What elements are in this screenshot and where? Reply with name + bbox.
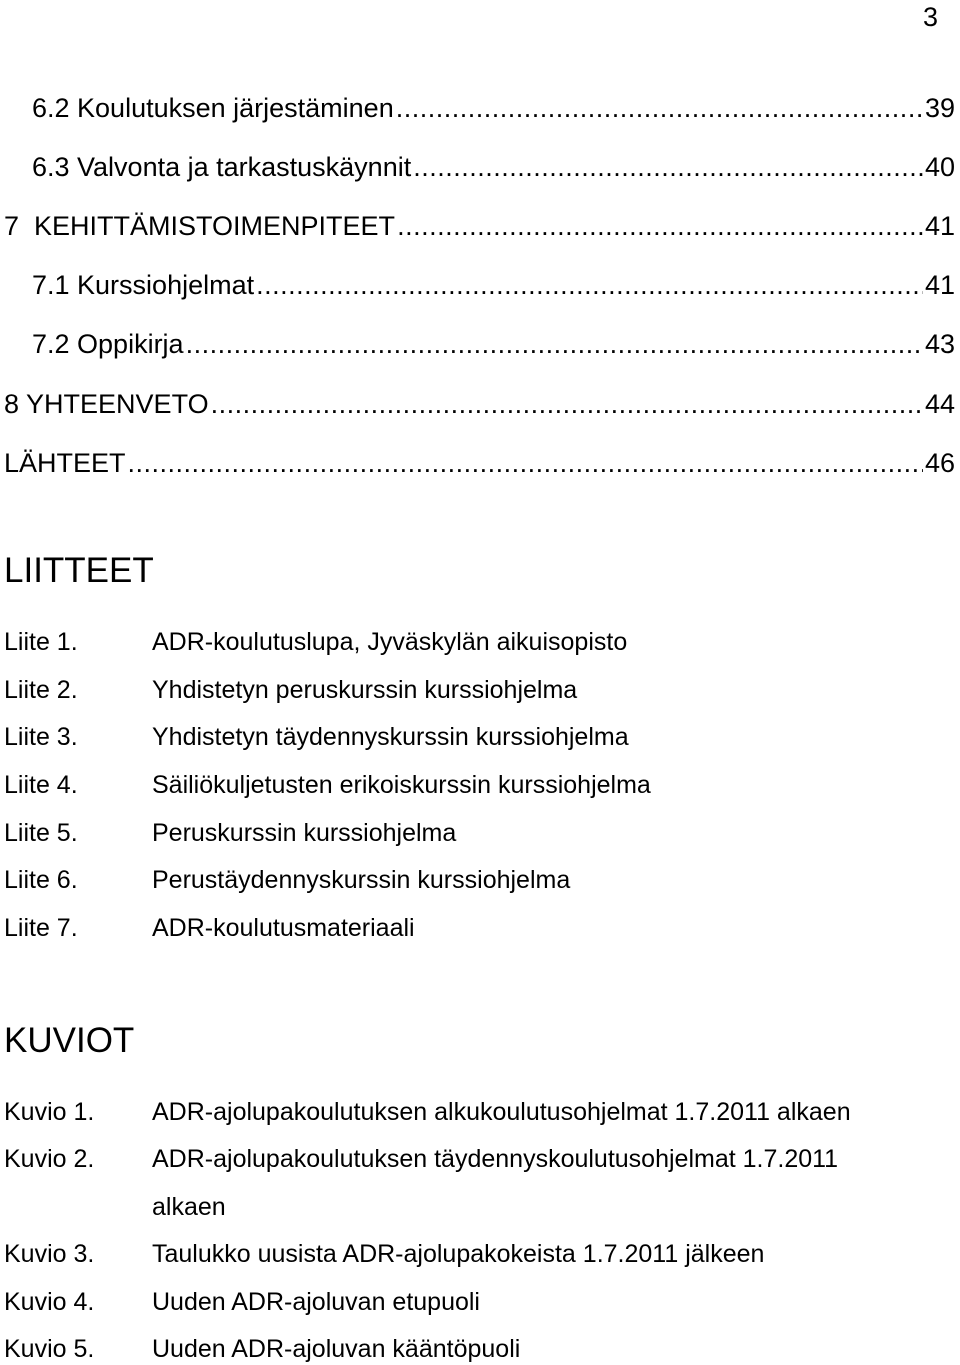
toc-entry-label: 8 YHTEENVETO xyxy=(4,389,209,419)
figure-title: Taulukko uusista ADR-ajolupakokeista 1.7.2011 jälkeen xyxy=(152,1240,765,1268)
figure-label: Kuvio 5. xyxy=(4,1335,95,1363)
appendix-title: Säiliökuljetusten erikoiskurssin kurssiohjelma xyxy=(152,771,651,799)
appendix-label: Liite 5. xyxy=(4,819,78,847)
toc-entry[interactable] xyxy=(32,92,955,124)
toc-entry-page: 41 xyxy=(924,211,955,241)
appendix-label: Liite 7. xyxy=(4,914,78,942)
toc-entry-page: 44 xyxy=(924,389,955,419)
figures-heading: KUVIOT xyxy=(4,1021,135,1060)
dot-leader xyxy=(397,210,923,242)
dot-leader xyxy=(413,151,923,183)
appendix-title: Perustäydennyskurssin kurssiohjelma xyxy=(152,866,571,894)
appendix-title: Yhdistetyn täydennyskurssin kurssiohjelma xyxy=(152,723,629,751)
toc-entry-page: 39 xyxy=(924,93,955,123)
toc-entry-page: 46 xyxy=(924,448,955,478)
page-number: 3 xyxy=(922,2,938,32)
figure-label: Kuvio 1. xyxy=(4,1098,95,1126)
toc-entry-label: 7.2 Oppikirja xyxy=(32,329,184,359)
toc-entry[interactable] xyxy=(32,269,955,301)
toc-entry-label: 6.2 Koulutuksen järjestäminen xyxy=(32,93,394,123)
toc-entry-page: 41 xyxy=(924,270,955,300)
toc-entry[interactable] xyxy=(32,151,955,183)
figure-title: ADR-ajolupakoulutuksen täydennyskoulutusohjelmat 1.7.2011 xyxy=(152,1145,839,1173)
toc-entry-label: LÄHTEET xyxy=(4,448,126,478)
appendices-heading: LIITTEET xyxy=(4,551,154,590)
appendix-title: Peruskurssin kurssiohjelma xyxy=(152,819,457,847)
figure-title: Uuden ADR-ajoluvan etupuoli xyxy=(152,1288,480,1316)
toc-entry-label: 7.1 Kurssiohjelmat xyxy=(32,270,255,300)
appendix-label: Liite 6. xyxy=(4,866,78,894)
toc-entry[interactable] xyxy=(4,388,955,420)
appendix-label: Liite 2. xyxy=(4,676,78,704)
toc-entry[interactable] xyxy=(4,210,955,242)
figure-title-continuation: alkaen xyxy=(152,1193,226,1221)
appendix-label: Liite 1. xyxy=(4,628,78,656)
toc-entry-label: 6.3 Valvonta ja tarkastuskäynnit xyxy=(32,152,412,182)
dot-leader xyxy=(211,388,923,420)
appendix-title: ADR-koulutusmateriaali xyxy=(152,914,415,942)
figure-title: ADR-ajolupakoulutuksen alkukoulutusohjelmat 1.7.2011 alkaen xyxy=(152,1098,851,1126)
figure-label: Kuvio 2. xyxy=(4,1145,95,1173)
appendix-title: Yhdistetyn peruskurssin kurssiohjelma xyxy=(152,676,578,704)
toc-entry-page: 43 xyxy=(924,329,955,359)
appendix-label: Liite 3. xyxy=(4,723,78,751)
toc-entry-label: 7 KEHITTÄMISTOIMENPITEET xyxy=(4,211,396,241)
dot-leader xyxy=(128,447,923,479)
toc-entry-page: 40 xyxy=(924,152,955,182)
figure-title: Uuden ADR-ajoluvan kääntöpuoli xyxy=(152,1335,521,1363)
toc-entry[interactable] xyxy=(32,328,955,360)
dot-leader xyxy=(396,92,923,124)
toc-entry[interactable] xyxy=(4,447,955,479)
figure-label: Kuvio 3. xyxy=(4,1240,95,1268)
dot-leader xyxy=(256,269,923,301)
figure-label: Kuvio 4. xyxy=(4,1288,95,1316)
dot-leader xyxy=(186,328,923,360)
appendix-title: ADR-koulutuslupa, Jyväskylän aikuisopisto xyxy=(152,628,628,656)
appendix-label: Liite 4. xyxy=(4,771,78,799)
